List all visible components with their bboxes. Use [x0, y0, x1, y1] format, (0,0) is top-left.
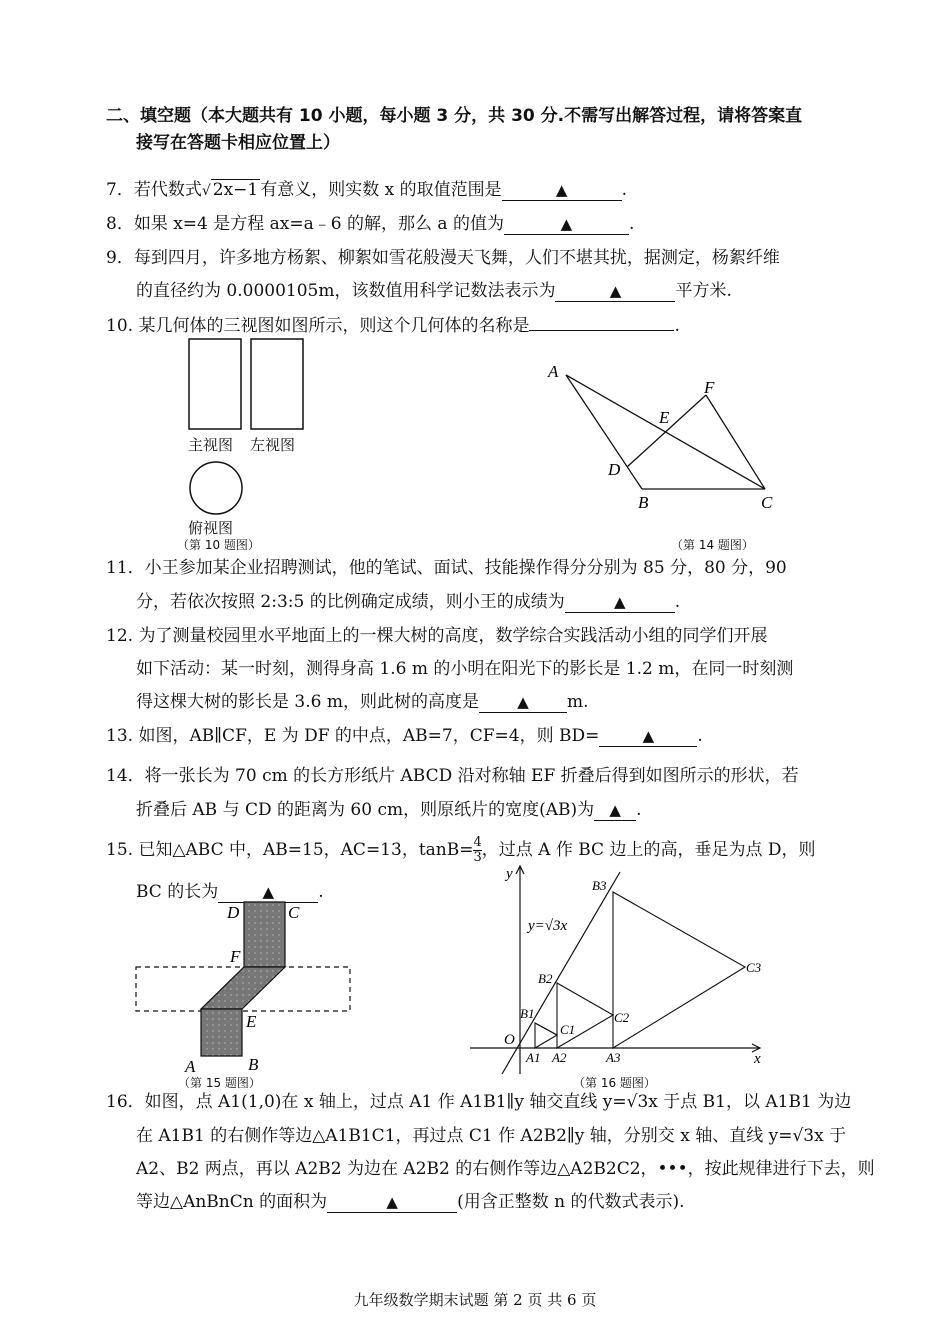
segment-DF [627, 395, 706, 467]
question-16-line4: 等边△AnBnCn 的面积为 ▲ (用含正整数 n 的代数式表示). [136, 1192, 685, 1212]
strip-bottom [201, 1009, 242, 1056]
label-x: x [754, 1051, 761, 1067]
question-16-line1: 16．如图，点 A1(1,0)在 x 轴上，过点 A1 作 A1B1∥y 轴交直线 y=√3x 于点 B1，以 A1B1 为边 [106, 1092, 852, 1112]
question-8: 8．如果 x=4 是方程 ax=a﹣6 的解，那么 a 的值为 ▲ . [106, 214, 635, 234]
question-15-line1: 15. 已知△ABC 中，AB=15，AC=13，tanB= $\frac{4}{3}$ ，过点 A 作 BC 边上的高，垂足为点 D，则 [106, 835, 816, 865]
label-E: E [659, 408, 670, 427]
fig10-front-label: 主视图 [188, 436, 234, 454]
q7-radicand: 2x−1 [212, 180, 259, 200]
answer-blank-10[interactable] [529, 330, 674, 331]
question-10: 10. 某几何体的三视图如图所示，则这个几何体的名称是 . [106, 316, 680, 336]
label-F: F [704, 378, 715, 397]
strip-top [244, 902, 285, 967]
strip-fold [201, 967, 285, 1009]
section-title-line1: 二、填空题（本大题共有 10 小题，每小题 3 分，共 30 分.不需写出解答过程，请将答案直 [106, 106, 803, 126]
fig14-caption: （第 14 题图） [671, 538, 754, 552]
figure-16 [462, 852, 772, 1082]
answer-blank-13[interactable]: ▲ [599, 726, 697, 747]
question-14-line1: 14．将一张长为 70 cm 的长方形纸片 ABCD 沿对称轴 EF 折叠后得到如图所示的形状，若 [106, 766, 799, 786]
question-12-line2: 如下活动：某一时刻，测得身高 1.6 m 的小明在阳光下的影长是 1.2 m，在同一时刻测 [136, 659, 794, 679]
label-C2: C2 [614, 1010, 630, 1025]
question-16-line2: 在 A1B1 的右侧作等边△A1B1C1，再过点 C1 作 A2B2∥y 轴，分别交 x 轴、直线 y=√3x 于 [136, 1126, 847, 1146]
answer-blank-11[interactable]: ▲ [565, 592, 675, 613]
fig10-left-label: 左视图 [250, 436, 296, 454]
triangle-2 [557, 983, 613, 1048]
segment-AB [566, 375, 642, 489]
label-A: A [185, 1057, 196, 1076]
label-F: F [230, 947, 241, 966]
fig10-caption: （第 10 题图） [177, 538, 260, 552]
question-14-line2: 折叠后 AB 与 CD 的距离为 60 cm，则原纸片的宽度(AB)为 ▲ . [136, 800, 642, 820]
label-B: B [248, 1055, 259, 1074]
front-view-rect [189, 339, 241, 429]
left-view-rect [251, 339, 303, 429]
triangle-3 [613, 892, 745, 1048]
question-15-line2: BC 的长为 ▲ . [136, 882, 324, 902]
label-C: C [288, 903, 300, 922]
label-E: E [246, 1012, 257, 1031]
label-D: D [608, 460, 621, 479]
section-title-line2: 接写在答题卡相应位置上） [136, 133, 340, 153]
question-7: 7．若代数式√ 2x−1 有意义，则实数 x 的取值范围是 ▲ . [106, 180, 628, 200]
question-11-line1: 11．小王参加某企业招聘测试，他的笔试、面试、技能操作得分分别为 85 分，80 分，90 [106, 558, 787, 578]
answer-blank-12[interactable]: ▲ [479, 692, 567, 713]
question-11-line2: 分，若依次按照 2:3:5 的比例确定成绩，则小王的成绩为 ▲ . [136, 592, 681, 612]
fig15-caption: （第 15 题图） [178, 1076, 261, 1090]
label-A1: A1 [526, 1050, 541, 1065]
page-footer: 九年级数学期末试题 第 2 页 共 6 页 [353, 1291, 597, 1309]
label-B2: B2 [538, 971, 553, 986]
label-B1: B1 [520, 1006, 535, 1021]
question-16-line3: A2、B2 两点，再以 A2B2 为边在 A2B2 的右侧作等边△A2B2C2，•••，按此规律进行下去，则 [136, 1159, 875, 1179]
answer-blank-15[interactable]: ▲ [218, 882, 318, 903]
question-13: 13. 如图，AB∥CF，E 为 DF 的中点，AB=7，CF=4，则 BD= ▲ . [106, 726, 703, 746]
top-view-circle [190, 462, 242, 514]
triangle-1 [535, 1023, 557, 1048]
label-B: B [638, 493, 649, 512]
label-B3: B3 [592, 878, 607, 893]
label-C3: C3 [746, 960, 762, 975]
question-12-line3: 得这棵大树的影长是 3.6 m，则此树的高度是 ▲ m. [136, 692, 589, 712]
question-9-line1: 9．每到四月，许多地方杨絮、柳絮如雪花般漫天飞舞，人们不堪其扰，据测定，杨絮纤维 [106, 248, 780, 268]
tan-fraction: $\frac{4}{3}$ [473, 835, 482, 865]
label-C1: C1 [560, 1022, 576, 1037]
answer-blank-7[interactable]: ▲ [502, 180, 622, 201]
line-label: y=√3x [528, 918, 568, 934]
answer-blank-14[interactable]: ▲ [594, 800, 636, 821]
label-D: D [227, 903, 240, 922]
label-A2: A2 [552, 1050, 567, 1065]
figure-15 [132, 896, 362, 1076]
figure-14 [540, 355, 790, 525]
label-y: y [506, 866, 513, 882]
segment-FC [706, 395, 765, 489]
fig10-top-label: 俯视图 [188, 519, 234, 537]
label-A3: A3 [606, 1050, 621, 1065]
fig16-caption: （第 16 题图） [573, 1076, 656, 1090]
label-O: O [504, 1032, 515, 1048]
answer-blank-8[interactable]: ▲ [504, 214, 629, 235]
question-12-line1: 12. 为了测量校园里水平地面上的一棵大树的高度，数学综合实践活动小组的同学们开展 [106, 626, 768, 646]
answer-blank-9[interactable]: ▲ [555, 281, 675, 302]
label-A: A [548, 362, 559, 381]
question-9-line2: 的直径约为 0.0000105m，该数值用科学记数法表示为 ▲ 平方米. [136, 281, 732, 301]
label-C: C [761, 493, 773, 512]
answer-blank-16[interactable]: ▲ [327, 1192, 457, 1213]
